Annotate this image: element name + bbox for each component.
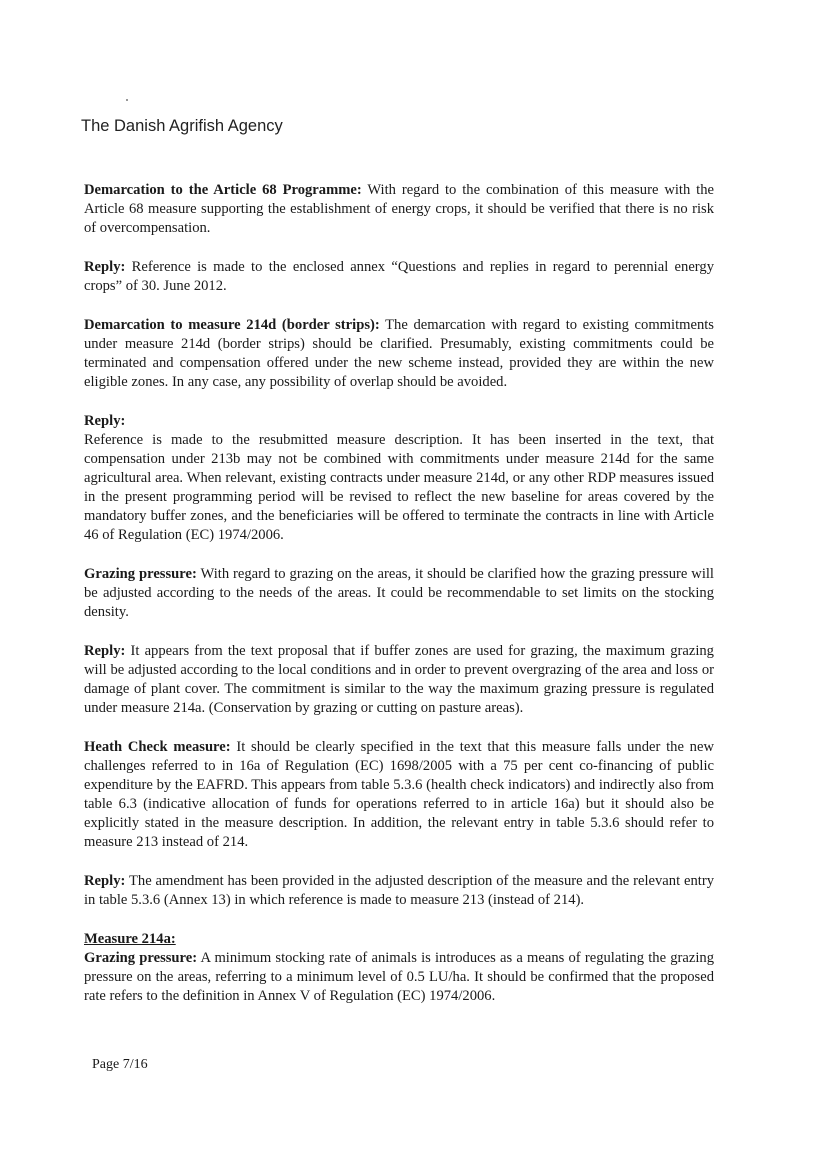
paragraph-grazing-pressure (84, 565, 714, 622)
text-demarcation-art68: With regard to the combination of this measure with the Article 68 measure supporting the establishment of energy crops, it should be verified that there is no risk of overcompensation. (84, 182, 714, 236)
page-number: Page 7/16 (92, 1057, 148, 1072)
text-grazing-pressure: With regard to grazing on the areas, it should be clarified how the grazing pressure will be adjusted according to the needs of the areas. It could be recommendable to set limits on the stocking density. (84, 566, 714, 620)
text-reply-214d: Reference is made to the resubmitted measure description. It has been inserted in the text, that compensation under 213b may not be combined with commitments under measure 214d for the same agricultural area. When relevant, existing contracts under measure 214d, or any other RDP measures issued in the present programming period will be revised to reflect the new baseline for areas covered by the mandatory buffer zones, and the beneficiaries will be offered to terminate the contracts in line with Article 46 of Regulation (EC) 1974/2006. (84, 432, 714, 543)
text-reply-heath: The amendment has been provided in the adjusted description of the measure and the relevant entry in table 5.3.6 (Annex 13) in which reference is made to measure 213 (instead of 214). (84, 873, 714, 908)
heading-heath-check: Heath Check measure: (84, 739, 231, 755)
text-measure-214a: A minimum stocking rate of animals is introduces as a means of regulating the grazing pressure on the areas, referring to a minimum level of 0.5 LU/ha. It should be confirmed that the proposed rate refers to the definition in Annex V of Regulation (EC) 1974/2006. (84, 950, 715, 1004)
heading-reply-214d: Reply: (84, 413, 126, 429)
heading-reply-grazing: Reply: (84, 643, 126, 659)
agency-header: The Danish Agrifish Agency (81, 117, 283, 135)
paragraph-demarcation-art68 (84, 181, 714, 238)
paragraph-reply-214d (84, 412, 714, 545)
paragraph-heath-check (84, 738, 714, 852)
scan-speck (126, 99, 128, 101)
text-reply-grazing: It appears from the text proposal that if buffer zones are used for grazing, the maximum grazing will be adjusted according to the local conditions and in order to prevent overgrazing of the area and loss or damage of plant cover. The commitment is similar to the way the maximum grazing pressure is regulated under measure 214a. (Conservation by grazing or cutting on pasture areas). (84, 643, 714, 716)
heading-reply-heath: Reply: (84, 873, 126, 889)
paragraph-reply-heath (84, 872, 714, 910)
text-heath-check: It should be clearly specified in the text that this measure falls under the new challenges referred to in 16a of Regulation (EC) 1698/2005 with a 75 per cent co-financing of public expenditure by the EAFRD. This appears from table 5.3.6 (health check indicators) and indirectly also from table 6.3 (indicative allocation of funds for operations referred to in article 16a) but it should also be explicitly stated in the measure description. In addition, the relevant entry in table 5.3.6 should refer to measure 213 instead of 214. (84, 739, 714, 850)
heading-grazing-pressure: Grazing pressure: (84, 566, 197, 582)
paragraph-reply-art68 (84, 258, 714, 296)
paragraph-demarcation-214d (84, 316, 714, 392)
paragraph-measure-214a (84, 930, 714, 1006)
title-measure-214a: Measure 214a: (84, 931, 176, 947)
document-body (84, 181, 714, 1006)
heading-demarcation-214d: Demarcation to measure 214d (border strips): (84, 317, 380, 333)
paragraph-reply-grazing (84, 642, 714, 718)
text-reply-art68: Reference is made to the enclosed annex “Questions and replies in regard to perennial energy crops” of 30. June 2012. (84, 259, 714, 294)
heading-reply-art68: Reply: (84, 259, 126, 275)
text-demarcation-214d: The demarcation with regard to existing commitments under measure 214d (border strips) should be clarified. Presumably, existing commitments could be terminated and compensation offered under the new scheme instead, provided they are within the new eligible zones. In any case, any possibility of overlap should be avoided. (84, 317, 714, 390)
heading-measure-214a-grazing: Grazing pressure: (84, 950, 198, 966)
heading-demarcation-art68: Demarcation to the Article 68 Programme: (84, 182, 362, 198)
